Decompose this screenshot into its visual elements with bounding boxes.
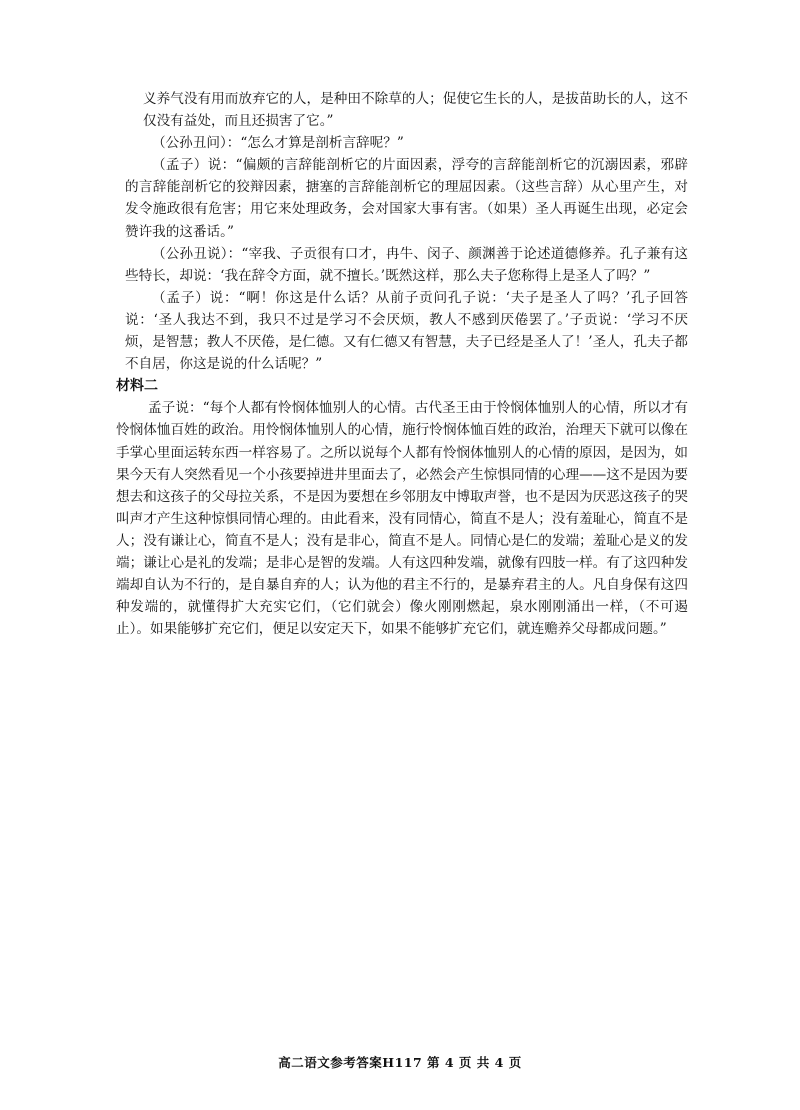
- paragraph-mencius-speech-analysis: （孟子）说：“偏颇的言辞能剖析它的片面因素，浮夸的言辞能剖析它的沉溺因素，邪辟的言辞能剖析它的狡辩因素，搪塞的言辞能剖析它的理屈因素。（这些言辞）从心里产生，对发令施政很有危害；用它来处理政务，会对国家大事有害。（如果）圣人再诞生出现，必定会赞许我的这番话。”: [125, 157, 688, 240]
- paragraph-four-sprouts: 孟子说：“每个人都有怜悯体恤别人的心情。古代圣王由于怜悯体恤别人的心情，所以才有怜悯体恤百姓的政治。用怜悯体恤别人的心情，施行怜悯体恤百姓的政治，治理天下就可以像在手掌心里面运转东西一样容易了。之所以说每个人都有怜悯体恤别人的心情的原因，是因为，如果今天有人突然看见一个小孩要掉进井里面去了，必然会产生惊惧同情的心理——这不是因为要想去和这孩子的父母拉关系，不是因为要想在乡邻朋友中博取声誉，也不是因为厌恶这孩子的哭叫声才产生这种惊惧同情心理的。由此看来，没有同情心，简直不是人；没有羞耻心，简直不是人；没有谦让心，简直不是人；没有是非心，简直不是人。同情心是仁的发端；羞耻心是义的发端；谦让心是礼的发端；是非心是智的发端。人有这四种发端，就像有四肢一样。有了这四种发端却自认为不行的，是自暴自弃的人；认为他的君主不行的，是暴弃君主的人。凡自身保有这四种发端的，就懂得扩大充实它们，（它们就会）像火刚刚燃起，泉水刚刚涌出一样，（不可遏止）。如果能够扩充它们，便足以安定天下，如果不能够扩充它们，就连赡养父母都成问题。”: [116, 400, 688, 638]
- paragraph-mencius-sage: （孟子）说：“啊！你这是什么话？从前子贡问孔子说：‘夫子是圣人了吗？’孔子回答说：‘圣人我达不到，我只不过是学习不会厌烦，教人不感到厌倦罢了。’子贡说：‘学习不厌烦，是智慧；教人不厌倦，是仁德。又有仁德又有智慧，夫子已经是圣人了！’圣人，孔夫子都不自居，你这是说的什么话呢？”: [125, 289, 688, 373]
- document-body: [116, 88, 688, 640]
- section-heading-material2: 材料二: [116, 378, 158, 395]
- page-footer: 高二语文参考答案H117 第 4 页 共 4 页: [278, 1055, 522, 1070]
- paragraph-gongsun-eloquence: （公孙丑说）：“宰我、子贡很有口才，冉牛、闵子、颜渊善于论述道德修养。孔子兼有这些特长，却说：‘我在辞令方面，就不擅长。’既然这样，那么夫子您称得上是圣人了吗？”: [125, 245, 688, 284]
- paragraph-gongsun-question: （公孙丑问）：“怎么才算是剖析言辞呢？”: [152, 135, 404, 152]
- paragraph-continuation: 义养气没有用而放弃它的人，是种田不除草的人；促使它生长的人，是拔苗助长的人，这不仅没有益处，而且还损害了它。”: [143, 91, 688, 130]
